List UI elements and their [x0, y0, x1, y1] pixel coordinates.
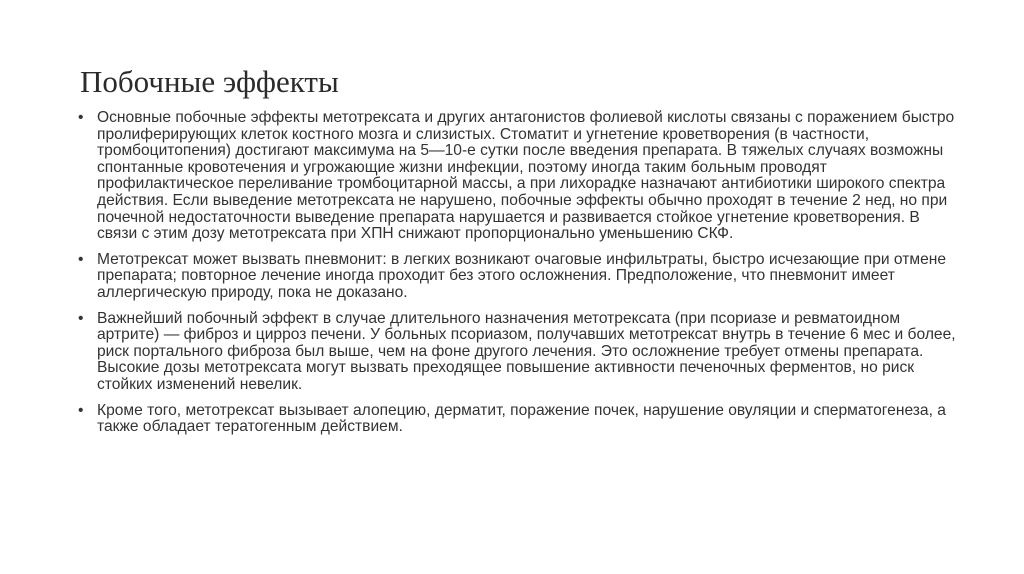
list-item — [78, 403, 958, 436]
list-item — [78, 252, 958, 302]
bullet-icon: • — [78, 109, 84, 126]
list-item — [78, 110, 958, 243]
list-item — [78, 311, 958, 394]
bullet-icon: • — [78, 250, 84, 268]
bullet-text: Кроме того, метотрексат вызывает алопецию, дерматит, поражение почек, нарушение овуляции и сперматогенеза, а также обладает тератогенным действием. — [97, 401, 946, 436]
bullet-icon: • — [78, 309, 84, 327]
bullet-text: Метотрексат может вызвать пневмонит: в легких возникают очаговые инфильтраты, быстро исчезающие при отмене препарата; повторное лечение иногда проходит без этого осложнения. Предположение, что пневмонит имеет аллергическую природу, пока не доказано. — [97, 250, 947, 301]
bullet-text: Важнейший побочный эффект в случае длительного назначения метотрексата (при псориазе и ревматоидном артрите) — фиброз и цирроз печени. У больных псориазом, получавших метотрексат внутрь в течение 6 мес и более, риск портального фиброза был выше, чем на фоне другого лечения. Это осложнение требует отмены препарата. Высокие дозы метотрексата могут вызвать преходящее повышение активности печеночных ферментов, но риск стойких изменений невелик. — [97, 309, 956, 393]
bullet-list — [78, 110, 958, 445]
bullet-icon: • — [78, 401, 84, 419]
slide-title: Побочные эффекты — [80, 64, 339, 99]
bullet-text: Основные побочные эффекты метотрексата и других антагонистов фолиевой кислоты связаны с поражением быстро пролиферирующих клеток костного мозга и слизистых. Стоматит и угнетение кроветворения (в частности, тромбоцитопения) достигают максимума на 5—10-е сутки после введения препарата. В тяжелых случаях возможны спонтанные кровотечения и угрожающие жизни инфекции, поэтому иногда таким больным проводят профилактическое переливание тромбоцитарной массы, а при лихорадке назначают антибиотики широкого спектра действия. Если выведение метотрексата не нарушено, побочные эффекты обычно проходят в течение 2 нед, но при почечной недостаточности выведение препарата нарушается и развивается стойкое угнетение кроветворения. В связи с этим дозу метотрексата при ХПН снижают пропорционально уменьшению СКФ. — [97, 109, 955, 243]
